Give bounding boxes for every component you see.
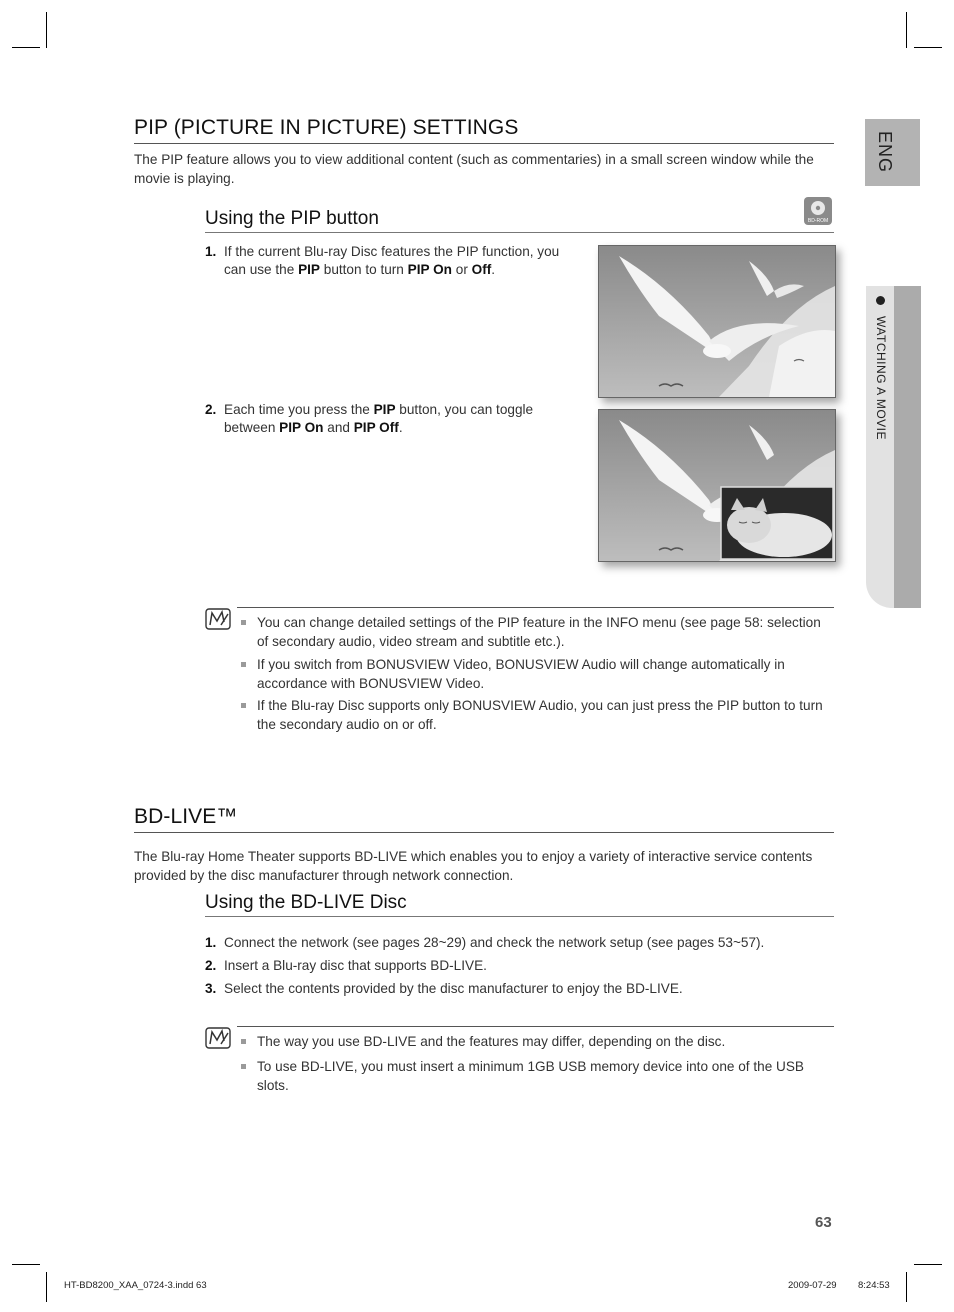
seagull-screen-image	[598, 245, 836, 398]
pip-section-title: PIP (PICTURE IN PICTURE) SETTINGS	[134, 116, 834, 144]
crop-mark	[914, 1264, 942, 1265]
footer-file: HT-BD8200_XAA_0724-3.indd 63	[64, 1280, 207, 1291]
note-icon	[205, 1027, 231, 1049]
bd-live-intro: The Blu-ray Home Theater supports BD-LIVE which enables you to enjoy a variety of interactive service contents provided by the disc manufacturer through network connection.	[134, 849, 813, 883]
note-item: If the Blu-ray Disc supports only BONUSVIEW Audio, you can just press the PIP button to turn the secondary audio on or off.	[241, 697, 831, 734]
crop-mark	[46, 1272, 47, 1302]
crop-mark	[906, 1272, 907, 1302]
section-tab	[866, 286, 921, 608]
note-item: To use BD-LIVE, you must insert a minimum 1GB USB memory device into one of the USB slots.	[241, 1058, 831, 1095]
bd-live-section-title: BD-LIVE™	[134, 805, 834, 833]
note-item: If you switch from BONUSVIEW Video, BONUSVIEW Audio will change automatically in accordance with BONUSVIEW Video.	[241, 656, 831, 693]
pip-step-2: 2. Each time you press the PIP button, you can toggle between PIP On and PIP Off.	[205, 402, 534, 435]
note-item: You can change detailed settings of the PIP feature in the INFO menu (see page 58: selection of secondary audio, video stream and subtitle etc.).	[241, 614, 831, 651]
crop-mark	[46, 12, 47, 48]
section-tab-label: WATCHING A MOVIE	[874, 316, 888, 441]
language-label: ENG	[875, 131, 895, 174]
bd-live-step: 1. Connect the network (see pages 28~29) and check the network setup (see pages 53~57).	[205, 935, 765, 950]
pip-subtitle: Using the PIP button	[205, 208, 834, 233]
bd-live-subtitle: Using the BD-LIVE Disc	[205, 892, 834, 917]
bullet-dot-icon	[876, 296, 885, 305]
pip-step-1: 1. If the current Blu-ray Disc features the PIP function, you can use the PIP button to turn PIP On or Off.	[205, 244, 560, 277]
crop-mark	[12, 1264, 40, 1265]
pip-intro: The PIP feature allows you to view additional content (such as commentaries) in a small screen window while the movie is playing.	[134, 152, 814, 186]
crop-mark	[12, 47, 40, 48]
note-icon	[205, 608, 231, 630]
disc-label: BD-ROM	[807, 218, 829, 224]
crop-mark	[914, 47, 942, 48]
note-divider	[237, 607, 834, 608]
bd-live-step: 3. Select the contents provided by the disc manufacturer to enjoy the BD-LIVE.	[205, 981, 683, 996]
bd-live-step: 2. Insert a Blu-ray disc that supports BD-LIVE.	[205, 958, 487, 973]
language-tab	[865, 119, 920, 186]
footer-time: 8:24:53	[858, 1280, 890, 1291]
note-item: The way you use BD-LIVE and the features may differ, depending on the disc.	[241, 1033, 831, 1052]
footer-date: 2009-07-29	[788, 1280, 837, 1291]
crop-mark	[906, 12, 907, 48]
page-number: 63	[815, 1214, 832, 1231]
seagull-pip-screen-image	[598, 409, 836, 562]
pip-inset	[721, 487, 833, 559]
bd-rom-disc-icon	[804, 197, 832, 225]
note-divider	[237, 1026, 834, 1027]
